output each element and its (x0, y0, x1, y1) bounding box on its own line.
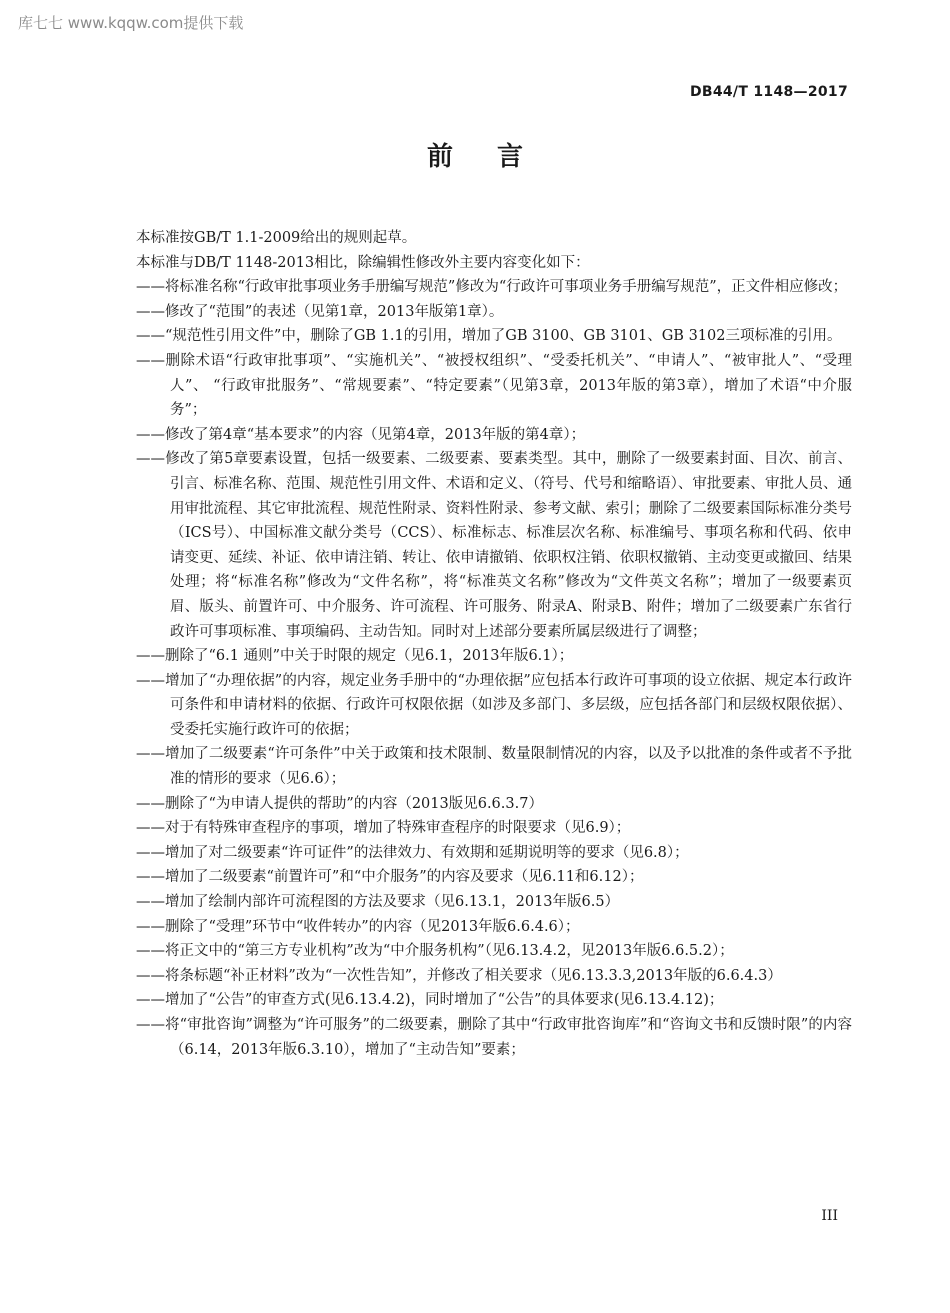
change-item: ——修改了第4章“基本要求”的内容（见第4章，2013年版的第4章）； (136, 426, 586, 443)
change-item: ——增加了二级要素“许可条件”中关于政策和技术限制、数量限制情况的内容，以及予以批准的条件或者不予批准的情形的要求（见6.6）； (136, 746, 852, 788)
intro-paragraph: 本标准按GB/T 1.1-2009给出的规则起草。 (136, 230, 417, 246)
change-item: ——增加了绘制内部许可流程图的方法及要求（见6.13.1，2013年版6.5） (136, 894, 620, 911)
change-item: ——增加了二级要素“前置许可”和“中介服务”的内容及要求（见6.11和6.12）； (136, 869, 644, 886)
change-item: ——将条标题“补正材料”改为“一次性告知”，并修改了相关要求（见6.13.3.3,2013年版的6.6.4.3） (136, 967, 782, 984)
page-title: 前言 (426, 142, 567, 172)
change-item: ——对于有特殊审查程序的事项，增加了特殊审查程序的时限要求（见6.9）； (136, 820, 631, 837)
intro-paragraph: 本标准与DB/T 1148-2013相比，除编辑性修改外主要内容变化如下： (136, 254, 590, 271)
change-item: ——将标准名称“行政审批事项业务手册编写规范”修改为“行政许可事项业务手册编写规范”，正文件相应修改； (136, 279, 848, 296)
change-item: ——增加了对二级要素“许可证件”的法律效力、有效期和延期说明等的要求（见6.8）； (136, 844, 689, 861)
change-item: ——将正文中的“第三方专业机构”改为“中介服务机构”（见6.13.4.2，见2013年版6.6.5.2）； (136, 943, 734, 960)
change-item: ——删除了“为申请人提供的帮助”的内容（2013版见6.6.3.7） (136, 795, 543, 812)
document-number: DB44/T 1148—2017 (689, 84, 848, 100)
change-item: ——删除术语“行政审批事项”、“实施机关”、“被授权组织”、“受委托机关”、“申请人”、“被审批人”、“受理人”、 “行政审批服务”、“常规要素”、“特定要素”（见第3章，2013年版的第3章），增加了术语“中介服务”； (136, 352, 852, 419)
change-item: ——删除了“受理”环节中“收件转办”的内容（见2013年版6.6.4.6）； (136, 918, 580, 935)
change-item: ——增加了“公告”的审查方式(见6.13.4.2)，同时增加了“公告”的具体要求(见6.13.4.12)； (136, 992, 724, 1009)
change-item: ——将“审批咨询”调整为“许可服务”的二级要素，删除了其中“行政审批咨询库”和“咨询文书和反馈时限”的内容（6.14，2013年版6.3.10），增加了“主动告知”要素； (136, 1017, 852, 1058)
change-item: ——删除了“6.1 通则”中关于时限的规定（见6.1，2013年版6.1）； (136, 648, 574, 665)
document-body (102, 226, 852, 1062)
watermark: 库七七 www.kqqw.com提供下载 (18, 14, 244, 32)
change-item: ——“规范性引用文件”中，删除了GB 1.1的引用，增加了GB 3100、GB 3101、GB 3102三项标准的引用。 (136, 328, 842, 345)
page-number: III (821, 1208, 838, 1224)
change-item: ——增加了“办理依据”的内容，规定业务手册中的“办理依据”应包括本行政许可事项的设立依据、规定本行政许可条件和申请材料的依据、行政许可权限依据（如涉及多部门、多层级，应包括各部门和层级权限依据）、受委托实施行政许可的依据； (136, 672, 852, 738)
change-item: ——修改了第5章要素设置，包括一级要素、二级要素、要素类型。其中，删除了一级要素封面、目次、前言、引言、标准名称、范围、规范性引用文件、术语和定义、（符号、代号和缩略语）、审批要素、审批人员、通用审批流程、其它审批流程、规范性附录、资料性附录、参考文献、索引；删除了二级要素国际标准分类号（ICS号）、中国标准文献分类号（CCS）、标准标志、标准层次名称、标准编号、事项名称和代码、依申请变更、延续、补证、依申请注销、转让、依申请撤销、依职权注销、依职权撤销、主动变更或撤回、结果处理；将“标准名称”修改为“文件名称”，将“标准英文名称”修改为“文件英文名称”；增加了一级要素页眉、版头、前置许可、中介服务、许可流程、许可服务、附录A、附录B、附件；增加了二级要素广东省行政许可事项标准、事项编码、主动告知。同时对上述部分要素所属层级进行了调整； (136, 451, 852, 640)
change-item: ——修改了“范围”的表述（见第1章，2013年版第1章）。 (136, 303, 504, 320)
